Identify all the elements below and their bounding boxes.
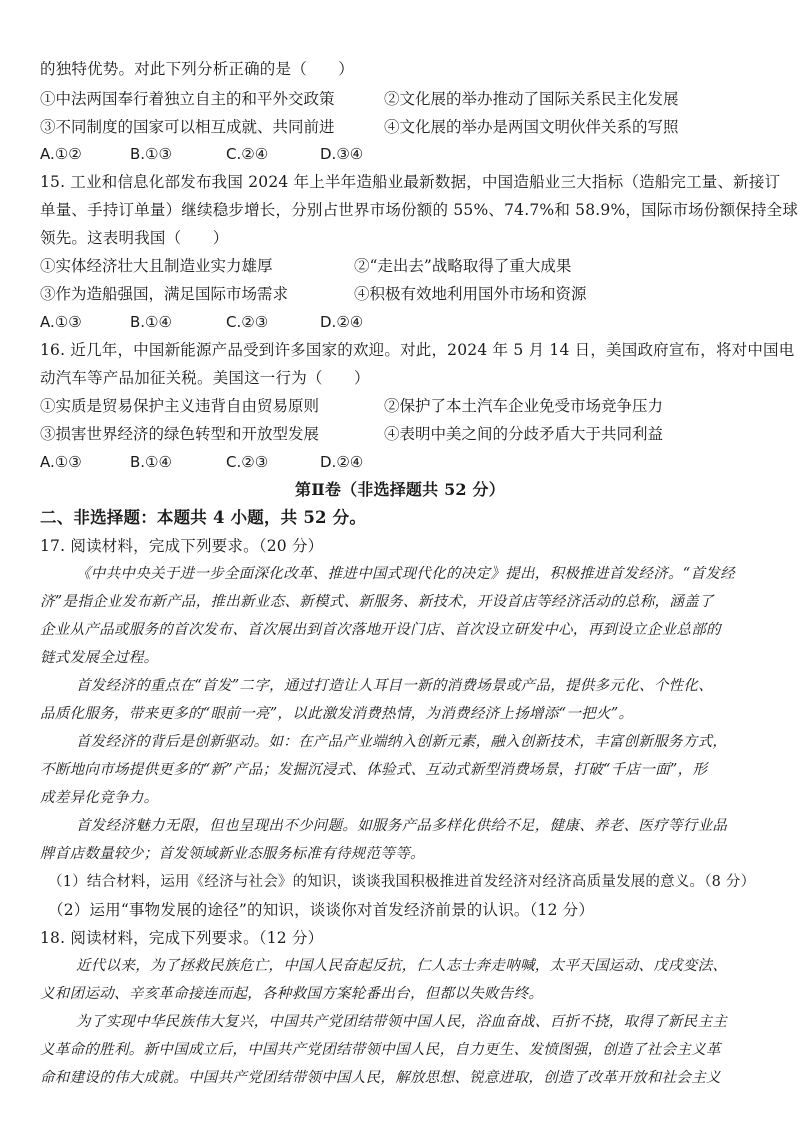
q17-material-p3-l3: 成差异化竞争力。: [40, 790, 159, 806]
q14-answer-c: C.②④: [226, 145, 269, 163]
q17-material-p1-l2: 济”是指企业发布新产品，推出新业态、新模式、新服务、新技术，开设首店等经济活动的总称，涵盖了: [40, 594, 714, 610]
q16-answer-a: A.①③: [40, 453, 82, 471]
q18-material-p1-l2: 义和团运动、辛亥革命接连而起，各种救国方案轮番出台，但都以失败告终。: [40, 986, 544, 1002]
q16-option-2: ②保护了本土汽车企业免受市场竞争压力: [384, 397, 664, 415]
q17-material-p1-l1: 《中共中央关于进一步全面深化改革、推进中国式现代化的决定》提出，积极推进首发经济。“首发经: [76, 566, 735, 582]
q15-answer-b: B.①④: [130, 313, 172, 331]
q17-head: 17. 阅读材料，完成下列要求。（20 分）: [40, 537, 324, 555]
q17-material-p2-l1: 首发经济的重点在“首发”二字，通过打造让人耳目一新的消费场景或产品，提供多元化、个性化、: [76, 678, 714, 694]
q14-stem-tail: 的独特优势。对此下列分析正确的是（ ）: [40, 60, 355, 78]
q15-stem-line-1: 15. 工业和信息化部发布我国 2024 年上半年造船业最新数据，中国造船业三大指标（造船完工量、新接订: [40, 173, 781, 191]
q14-option-1: ①中法两国奉行着独立自主的和平外交政策: [40, 90, 335, 108]
q15-option-4: ④积极有效地利用国外市场和资源: [354, 285, 587, 303]
q16-option-4: ④表明中美之间的分歧矛盾大于共同利益: [384, 425, 664, 443]
q16-stem-line-2: 动汽车等产品加征关税。美国这一行为（ ）: [40, 369, 370, 387]
q17-material-p3-l2: 不断地向市场提供更多的“新”产品；发掘沉浸式、体验式、互动式新型消费场景，打破“千店一面”，形: [40, 762, 708, 778]
q16-stem-line-1: 16. 近几年，中国新能源产品受到许多国家的欢迎。对此，2024 年 5 月 14 日，美国政府宣布，将对中国电: [40, 341, 795, 359]
q17-material-p1-l4: 链式发展全过程。: [40, 650, 159, 666]
section2-title: 二、非选择题：本题共 4 小题，共 52 分。: [40, 508, 367, 527]
q14-option-4: ④文化展的举办是两国文明伙伴关系的写照: [384, 118, 679, 136]
q17-material-p4-l2: 牌首店数量较少；首发领域新业态服务标准有待规范等等。: [40, 846, 425, 862]
q15-answer-d: D.②④: [320, 313, 364, 331]
q16-option-1: ①实质是贸易保护主义违背自由贸易原则: [40, 397, 320, 415]
q15-answer-c: C.②③: [226, 313, 269, 331]
q14-answer-a: A.①②: [40, 145, 82, 163]
q15-option-1: ①实体经济壮大且制造业实力雄厚: [40, 257, 273, 275]
q15-option-2: ②“走出去”战略取得了重大成果: [354, 257, 572, 275]
q16-option-3: ③损害世界经济的绿色转型和开放型发展: [40, 425, 320, 443]
q17-subquestion-2: （2）运用“事物发展的途径”的知识，谈谈你对首发经济前景的认识。（12 分）: [48, 901, 595, 919]
q17-material-p2-l2: 品质化服务，带来更多的“眼前一亮”，以此激发消费热情，为消费经济上扬增添“一把火”。: [40, 706, 634, 722]
volume2-title: 第Ⅱ卷（非选择题共 52 分）: [295, 480, 505, 499]
q17-material-p3-l1: 首发经济的背后是创新驱动。如：在产品产业端纳入创新元素，融入创新技术，丰富创新服务方式，: [76, 734, 728, 750]
q15-stem-line-2: 单量、手持订单量）继续稳步增长，分别占世界市场份额的 55%、74.7%和 58.9%，国际市场份额保持全球: [40, 201, 799, 219]
q14-answer-d: D.③④: [320, 145, 364, 163]
q18-material-p2-l3: 命和建设的伟大成就。中国共产党团结带领中国人民，解放思想、锐意进取，创造了改革开放和社会主义: [40, 1070, 721, 1086]
q17-subquestion-1: （1）结合材料，运用《经济与社会》的知识，谈谈我国积极推进首发经济对经济高质量发展的意义。（8 分）: [48, 874, 756, 890]
q18-material-p2-l2: 义革命的胜利。新中国成立后，中国共产党团结带领中国人民，自力更生、发愤图强，创造了社会主义革: [40, 1042, 721, 1058]
q16-answer-b: B.①④: [130, 453, 172, 471]
q15-option-3: ③作为造船强国，满足国际市场需求: [40, 285, 289, 303]
q18-material-p2-l1: 为了实现中华民族伟大复兴，中国共产党团结带领中国人民，浴血奋战、百折不挠，取得了新民主主: [76, 1014, 728, 1030]
q18-material-p1-l1: 近代以来，为了拯救民族危亡，中国人民奋起反抗，仁人志士奔走呐喊，太平天国运动、戊戌变法、: [76, 958, 728, 974]
q17-material-p1-l3: 企业从产品或服务的首次发布、首次展出到首次落地开设门店、首次设立研发中心，再到设立企业总部的: [40, 622, 721, 638]
q15-stem-line-3: 领先。这表明我国（ ）: [40, 229, 229, 247]
q17-material-p4-l1: 首发经济魅力无限，但也呈现出不少问题。如服务产品多样化供给不足，健康、养老、医疗等行业品: [76, 818, 728, 834]
q15-answer-a: A.①③: [40, 313, 82, 331]
q16-answer-c: C.②③: [226, 453, 269, 471]
q16-answer-d: D.②④: [320, 453, 364, 471]
q18-head: 18. 阅读材料，完成下列要求。（12 分）: [40, 929, 324, 947]
q14-answer-b: B.①③: [130, 145, 172, 163]
q14-option-2: ②文化展的举办推动了国际关系民主化发展: [384, 90, 679, 108]
q14-option-3: ③不同制度的国家可以相互成就、共同前进: [40, 118, 335, 136]
